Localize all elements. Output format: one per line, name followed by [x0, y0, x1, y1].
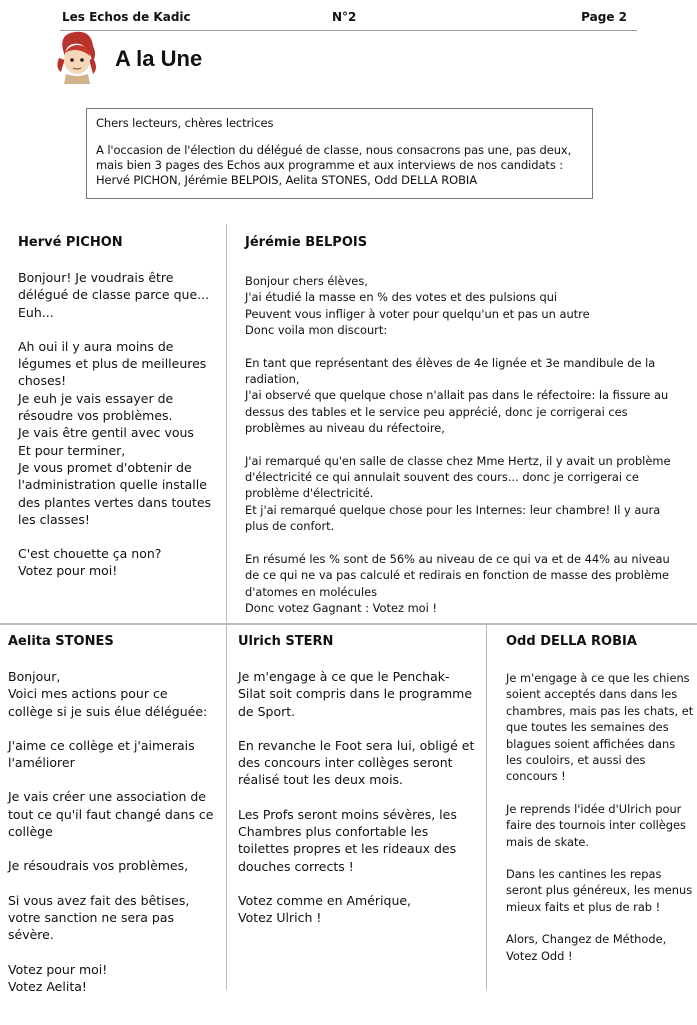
- candidate-aelita: [8, 633, 216, 995]
- candidate-name: Ulrich STERN: [238, 634, 334, 649]
- paragraph: C'est chouette ça non? Votez pour moi!: [18, 546, 162, 579]
- paragraph: Les Profs seront moins sévères, les Chambres plus confortable les toilettes propres et les rideaux des douches corrects !: [238, 806, 457, 874]
- page-number: Page 2: [581, 10, 627, 24]
- page-header: [60, 8, 637, 31]
- intro-body: A l'occasion de l'élection du délégué de classe, nous consacrons pas une, pas deux, mais bien 3 pages des Echos aux programme et aux interviews de nos candidats : Hervé PICHON, Jérémie BELPOIS, Aelita STONES, Odd DELLA ROBIA: [96, 143, 572, 187]
- issue-number: N°2: [332, 10, 357, 24]
- paragraph: Je reprends l'idée d'Ulrich pour faire des tournois inter collèges mais de skate.: [506, 801, 686, 849]
- paragraph: Bonjour! Je voudrais être délégué de classe parce que... Euh...: [18, 270, 210, 320]
- column-divider: [226, 224, 227, 622]
- intro-greeting: Chers lecteurs, chères lectrices: [96, 116, 274, 130]
- candidate-jeremie: [245, 234, 675, 616]
- paragraph: Je m'engage à ce que le Penchak-Silat soit compris dans le programme de Sport.: [238, 669, 473, 719]
- candidate-name: Jérémie BELPOIS: [245, 235, 368, 250]
- paragraph: J'aime ce collège et j'aimerais l'améliorer: [8, 737, 195, 771]
- paragraph: Je m'engage à ce que les chiens soient acceptés dans dans les chambres, mais pas les chats, et que toutes les semaines des blagues soient affichées dans les couloirs, et aussi des concours !: [506, 671, 694, 784]
- paragraph: En revanche le Foot sera lui, obligé et des concours inter collèges seront réalisé tout les deux mois.: [238, 737, 475, 788]
- paragraph: Alors, Changez de Méthode, Votez Odd !: [506, 932, 667, 963]
- paragraph: Dans les cantines les repas seront plus généreux, les menus mieux faits et plus de rab !: [506, 867, 693, 914]
- paragraph: J'ai remarqué qu'en salle de classe chez Mme Hertz, il y avait un problème d'électricité ce qui annulait souvent des cours... donc je corrigerai ce problème d'électricité. Et j'ai remarqué quelque chose pour les Internes: leur chambre! Il y aura plus de confort.: [245, 453, 671, 534]
- paragraph: Bonjour, Voici mes actions pour ce collège si je suis élue déléguée:: [8, 669, 208, 719]
- paragraph: Votez comme en Amérique, Votez Ulrich !: [238, 892, 412, 926]
- paragraph: En tant que représentant des élèves de 4e lignée et 3e mandibule de la radiation, J'ai observé que quelque chose n'allait pas dans le réfectoire: la fissure au dessus des tables et le service peu apprécié, donc je corrigerai ces problèmes au niveau du réfectoire,: [245, 355, 669, 436]
- paragraph: Ah oui il y aura moins de légumes et plus de meilleures choses! Je euh je vais essayer de résoudre vos problèmes. Je vais être gentil avec vous Et pour terminer, Je vous promet d'obtenir de l'administration quelle installe des plantes vertes dans toutes les classes!: [18, 338, 212, 527]
- candidate-odd: [506, 633, 694, 964]
- paragraph: Je résoudrais vos problèmes,: [8, 858, 189, 874]
- paragraph: Bonjour chers élèves, J'ai étudié la masse en % des votes et des pulsions qui Peuvent vous infliger à voter pour quelqu'un et pas un autre Donc voila mon discourt:: [245, 274, 590, 338]
- paragraph: Je vais créer une association de tout ce qu'il faut changé dans ce collège: [8, 789, 214, 840]
- column-divider: [486, 625, 487, 990]
- candidate-ulrich: [238, 633, 476, 927]
- candidate-name: Hervé PICHON: [18, 235, 123, 250]
- section-title: A la Une: [115, 46, 203, 71]
- candidate-name: Aelita STONES: [8, 634, 114, 649]
- column-divider: [226, 625, 227, 990]
- newspaper-name: Les Echos de Kadic: [62, 10, 191, 24]
- candidate-name: Odd DELLA ROBIA: [506, 634, 637, 649]
- paragraph: En résumé les % sont de 56% au niveau de ce qui va et de 44% au niveau de ce qui ne va pas calculé et redirais en fonction de masse des problème d'atomes en molécules Donc votez Gagnant : Votez moi !: [245, 551, 670, 615]
- candidate-herve: [18, 234, 218, 580]
- intro-box: [86, 108, 593, 199]
- row-divider: [0, 623, 697, 625]
- paragraph: Si vous avez fait des bêtises, votre sanction ne sera pas sévère.: [8, 892, 190, 943]
- red-haired-character-icon: [53, 28, 101, 84]
- paragraph: Votez pour moi! Votez Aelita!: [8, 961, 108, 994]
